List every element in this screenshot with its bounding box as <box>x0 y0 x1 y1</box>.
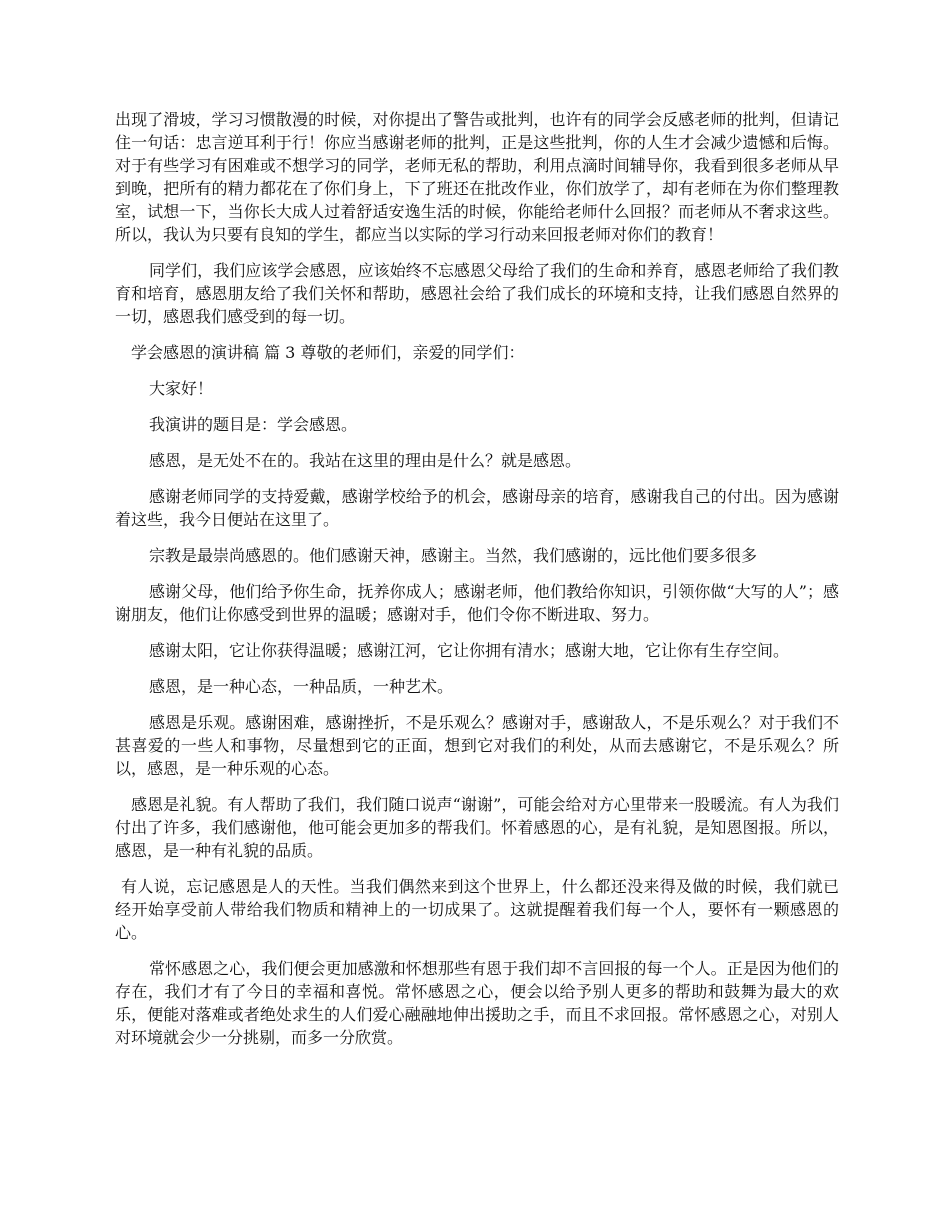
paragraph-11: 有人说，忘记感恩是人的天性。当我们偶然来到这个世界上，什么都还没来得及做的时候，我们就已经开始享受前人带给我们物质和精神上的一切成果了。这就提醒着我们每一个人，要怀有一颗感恩的心。 <box>115 877 839 942</box>
section-heading: 学会感恩的演讲稿 篇 3 尊敬的老师们，亲爱的同学们： <box>131 343 525 362</box>
paragraph-1: 出现了滑坡，学习习惯散漫的时候，对你提出了警告或批判，也许有的同学会反感老师的批判，但请记住一句话：忠言逆耳利于行！你应当感谢老师的批判，正是这些批判，你的人生才会减少遗憾和后悔。对于有些学习有困难或不想学习的同学，老师无私的帮助，利用点滴时间辅导你，我看到很多老师从早到晚，把所有的精力都花在了你们身上，下了班还在批改作业，你们放学了，却有老师在为你们整理教室，试想一下，当你长大成人过着舒适安逸生活的时候，你能给老师什么回报？而老师从不奢求这些。所以，我认为只要有良知的学生，都应当以实际的学习行动来回报老师对你们的教育！ <box>115 110 839 244</box>
paragraph-6: 感谢父母，他们给予你生命，抚养你成人；感谢老师，他们教给你知识，引领你做“大写的人”；感谢朋友，他们让你感受到世界的温暖；感谢对手，他们令你不断进取、努力。 <box>115 582 839 624</box>
paragraph-topic: 我演讲的题目是：学会感恩。 <box>149 415 358 434</box>
paragraph-greeting: 大家好！ <box>149 379 214 398</box>
paragraph-3: 感恩，是无处不在的。我站在这里的理由是什么？就是感恩。 <box>149 451 582 470</box>
paragraph-5: 宗教是最崇尚感恩的。他们感谢天神，感谢主。当然，我们感谢的，远比他们要多很多 <box>149 546 758 565</box>
document-page <box>115 108 839 1062</box>
paragraph-8: 感恩，是一种心态，一种品质，一种艺术。 <box>149 677 454 696</box>
paragraph-4: 感谢老师同学的支持爱戴，感谢学校给予的机会，感谢母亲的培育，感谢我自己的付出。因为感谢着这些，我今日便站在这里了。 <box>115 487 839 529</box>
paragraph-2: 同学们，我们应该学会感恩，应该始终不忘感恩父母给了我们的生命和养育，感恩老师给了我们教育和培育，感恩朋友给了我们关怀和帮助，感恩社会给了我们成长的环境和支持，让我们感恩自然界的一切，感恩我们感受到的每一切。 <box>115 261 839 326</box>
paragraph-7: 感谢太阳，它让你获得温暖；感谢江河，它让你拥有清水；感谢大地，它让你有生存空间。 <box>149 641 790 660</box>
paragraph-10: 感恩是礼貌。有人帮助了我们，我们随口说声“谢谢”，可能会给对方心里带来一股暖流。有人为我们付出了许多，我们感谢他，他可能会更加多的帮我们。怀着感恩的心，是有礼貌，是知恩图报。所以，感恩，是一种有礼貌的品质。 <box>115 795 839 860</box>
paragraph-9: 感恩是乐观。感谢困难，感谢挫折，不是乐观么？感谢对手，感谢敌人，不是乐观么？对于我们不甚喜爱的一些人和事物，尽量想到它的正面，想到它对我们的利处，从而去感谢它，不是乐观么？所以，感恩，是一种乐观的心态。 <box>115 713 839 778</box>
paragraph-12: 常怀感恩之心，我们便会更加感激和怀想那些有恩于我们却不言回报的每一个人。正是因为他们的存在，我们才有了今日的幸福和喜悦。常怀感恩之心，便会以给予别人更多的帮助和鼓舞为最大的欢乐，便能对落难或者绝处求生的人们爱心融融地伸出援助之手，而且不求回报。常怀感恩之心，对别人对环境就会少一分挑剔，而多一分欣赏。 <box>115 959 839 1047</box>
